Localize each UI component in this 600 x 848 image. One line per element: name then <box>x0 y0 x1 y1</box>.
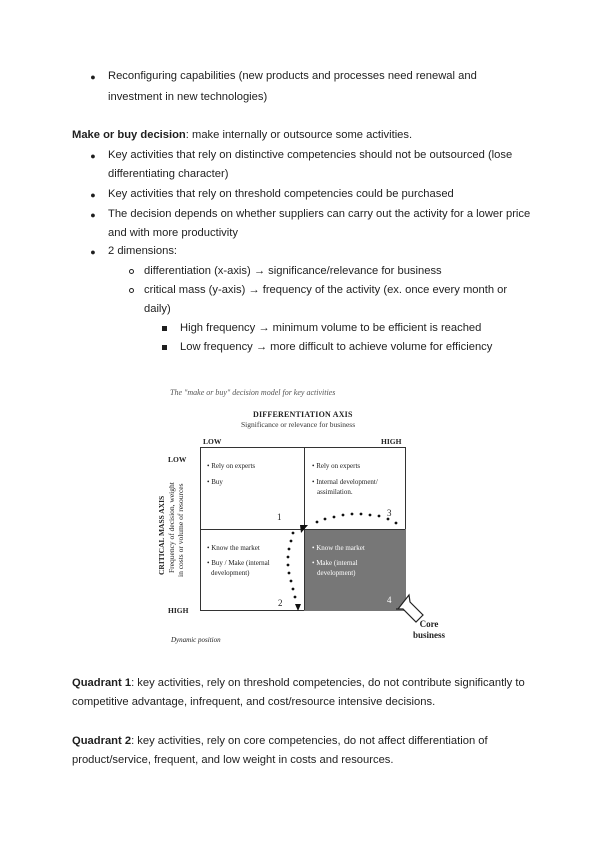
arrowhead-top <box>300 525 308 533</box>
y-axis-title: CRITICAL MASS AXIS <box>157 495 166 575</box>
bullet-3-line2: and with more productivity <box>108 227 238 239</box>
q4-bullet-2b: development) <box>317 569 356 577</box>
quadrant-2-line1 <box>72 732 488 751</box>
core-business-line2: business <box>413 630 446 640</box>
sub-bullet-1-line1: differentiation (x-axis) → significance/relevance for business <box>144 265 442 277</box>
y-high-label: HIGH <box>168 606 189 615</box>
make-or-buy-heading: Make or buy decision <box>72 129 186 141</box>
bullet-dot: ● <box>90 151 96 161</box>
make-or-buy-heading-rest: : make internally or outsource some activities. <box>185 129 413 141</box>
q4-bullet-2a: • Make (internal <box>312 559 358 567</box>
sub-bullet-circle <box>129 288 134 293</box>
q2-bullet-2a: • Buy / Make (internal <box>207 559 270 567</box>
q2-bullet-2b: development) <box>211 569 250 577</box>
y-axis-subtitle-2: in costs or volume of resources <box>176 483 185 577</box>
sub-bullet-2-line1: critical mass (y-axis) → frequency of the activity (ex. once every month or <box>144 284 508 296</box>
arrowhead-bottom <box>295 604 301 611</box>
make-or-buy-heading-row <box>72 126 412 145</box>
core-business-label <box>413 619 445 641</box>
bullet-1-line1: Key activities that rely on distinctive competencies should not be outsourced (lose <box>108 149 513 161</box>
quadrant-2-line2: product/service, frequent, and low weight in costs and resources. <box>72 754 394 766</box>
q3-bullet-2b: assimilation. <box>317 488 353 496</box>
core-business-line1: Core <box>419 619 439 629</box>
q1-bullet-2: • Buy <box>207 478 223 486</box>
bullet-4-line1: 2 dimensions: <box>108 245 178 257</box>
q1-number: 1 <box>277 512 282 522</box>
sub-sub-bullet-square <box>162 345 167 350</box>
intro-bullet-line2: investment in new technologies) <box>108 91 268 103</box>
y-low-label: LOW <box>168 455 187 464</box>
bullet-dot: ● <box>90 210 96 220</box>
q4-bullet-1: • Know the market <box>312 544 365 552</box>
bullet-dot: ● <box>90 190 96 200</box>
q1-bullet-1: • Rely on experts <box>207 462 256 470</box>
quadrant-1-text1: : key activities, rely on threshold competencies, do not contribute significantly to <box>131 677 525 689</box>
bullet-2-line1: Key activities that rely on threshold competencies could be purchased <box>108 188 454 200</box>
bullet-3-line1: The decision depends on whether suppliers can carry out the activity for a lower price <box>108 208 531 220</box>
x-low-label: LOW <box>203 437 222 446</box>
sub-sub-bullet-1: High frequency → minimum volume to be efficient is reached <box>180 322 482 334</box>
core-business-arrow <box>396 595 423 622</box>
bullet-dot: ● <box>90 72 96 82</box>
figure-caption: The "make or buy" decision model for key activities <box>170 388 336 397</box>
dotted-path-left <box>287 532 297 599</box>
sub-bullet-circle <box>129 269 134 274</box>
sub-bullet-2-line2: daily) <box>144 303 171 315</box>
quadrant-2-label: Quadrant 2 <box>72 735 132 747</box>
quadrant-1-label: Quadrant 1 <box>72 677 132 689</box>
quadrant-1-line1 <box>72 674 525 693</box>
q3-bullet-2a: • Internal development/ <box>312 478 378 486</box>
dynamic-position-label: Dynamic position <box>171 636 221 644</box>
quadrant-2-text1: : key activities, rely on core competencies, do not affect differentiation of <box>131 735 488 747</box>
sub-sub-bullet-2: Low frequency → more difficult to achieve volume for efficiency <box>180 341 493 353</box>
q4-number: 4 <box>387 595 392 605</box>
dynamic-path-graphic <box>155 383 455 648</box>
y-axis-subtitle-1: Frequency of decision, weight <box>167 482 176 573</box>
intro-bullet-line1: Reconfiguring capabilities (new products and processes need renewal and <box>108 70 477 82</box>
q3-bullet-1: • Rely on experts <box>312 462 361 470</box>
q2-number: 2 <box>278 598 283 608</box>
bullet-dot: ● <box>90 247 96 257</box>
sub-sub-bullet-square <box>162 326 167 331</box>
q2-bullet-1: • Know the market <box>207 544 260 552</box>
quadrant-1-line2: competitive advantage, infrequent, and cost/resource intensive decisions. <box>72 696 436 708</box>
x-axis-subtitle: Significance or relevance for business <box>241 420 356 429</box>
x-high-label: HIGH <box>381 437 402 446</box>
dotted-path-top <box>316 513 398 525</box>
q3-number: 3 <box>387 508 392 518</box>
x-axis-title: DIFFERENTIATION AXIS <box>253 410 353 419</box>
make-or-buy-figure <box>155 383 455 648</box>
bullet-1-line2: differentiating character) <box>108 168 229 180</box>
